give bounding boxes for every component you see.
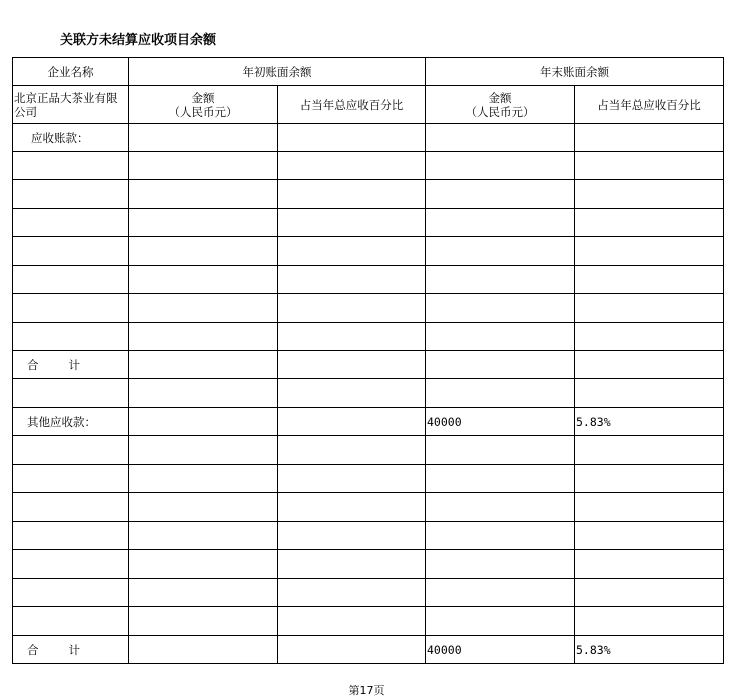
- table-cell: [575, 180, 724, 209]
- table-cell: [278, 266, 426, 294]
- table-cell: [426, 493, 575, 522]
- table-cell: [13, 294, 129, 323]
- table-cell: [278, 152, 426, 180]
- table-cell: [278, 180, 426, 209]
- table-cell: [426, 209, 575, 237]
- table-cell: [278, 124, 426, 152]
- table-cell: [13, 180, 129, 209]
- table-cell: [129, 579, 278, 607]
- receivables-label-row: [13, 124, 724, 152]
- receivables-label: 应收账款：: [13, 124, 129, 152]
- table-cell: [426, 180, 575, 209]
- other-receivables-closing-amount: 40000: [426, 408, 575, 436]
- table-row: [13, 607, 724, 636]
- page-number: 第17页: [348, 684, 385, 697]
- table-cell: [575, 152, 724, 180]
- table-cell: [278, 550, 426, 579]
- table-cell: [278, 379, 426, 408]
- table-cell: [278, 465, 426, 493]
- other-receivables-subtotal-label: [13, 636, 129, 664]
- subtotal-label-right: 计: [68, 357, 80, 372]
- table-cell: [278, 493, 426, 522]
- table-cell: [129, 379, 278, 408]
- table-cell: [278, 209, 426, 237]
- table-cell: [575, 209, 724, 237]
- company-name-cell: 北京正品大茶业有限公司: [13, 86, 129, 124]
- table-cell: [13, 522, 129, 550]
- amount-unit-label: （人民币元）: [465, 104, 535, 119]
- page-title: 关联方未结算应收项目余额: [60, 33, 217, 48]
- header-closing-percent: 占当年总应收百分比: [575, 86, 724, 124]
- table-cell: [129, 550, 278, 579]
- table-cell: [13, 266, 129, 294]
- table-cell: [426, 550, 575, 579]
- table-cell: [426, 436, 575, 465]
- table-cell: [575, 379, 724, 408]
- table-row: [13, 522, 724, 550]
- table-cell: [129, 408, 278, 436]
- header-closing-balance: 年末账面余额: [426, 58, 724, 86]
- table-row: [13, 579, 724, 607]
- table-cell: [13, 209, 129, 237]
- table-cell: [278, 579, 426, 607]
- table-cell: [426, 379, 575, 408]
- other-receivables-closing-percent: 5.83%: [575, 408, 724, 436]
- table-row: [13, 550, 724, 579]
- table-cell: [278, 436, 426, 465]
- header-closing-amount: [426, 86, 575, 124]
- table-cell: [426, 323, 575, 351]
- table-row: [13, 180, 724, 209]
- table-row: [13, 152, 724, 180]
- table-cell: [13, 152, 129, 180]
- table-cell: [129, 237, 278, 266]
- other-receivables-label: 其他应收款：: [13, 408, 129, 436]
- other-receivables-subtotal-row: [13, 636, 724, 664]
- header-opening-percent: 占当年总应收百分比: [278, 86, 426, 124]
- table-cell: [575, 351, 724, 379]
- table-cell: [426, 294, 575, 323]
- subtotal-label-left: 合: [27, 357, 39, 372]
- table-cell: [129, 607, 278, 636]
- table-cell: [575, 522, 724, 550]
- table-cell: [129, 124, 278, 152]
- table-cell: [575, 237, 724, 266]
- table-cell: [575, 579, 724, 607]
- table-row: [13, 209, 724, 237]
- table-cell: [278, 607, 426, 636]
- other-receivables-total-percent: 5.83%: [575, 636, 724, 664]
- table-row: [13, 294, 724, 323]
- table-cell: [575, 550, 724, 579]
- table-cell: [575, 607, 724, 636]
- table-cell: [278, 294, 426, 323]
- header-opening-balance: 年初账面余额: [129, 58, 426, 86]
- table-cell: [129, 323, 278, 351]
- amount-unit-label: （人民币元）: [168, 104, 238, 119]
- amount-label: 金额: [191, 90, 215, 105]
- table-row: [13, 379, 724, 408]
- header-row-1: [13, 58, 724, 86]
- table-cell: [426, 351, 575, 379]
- table-cell: [278, 408, 426, 436]
- receivables-subtotal-label: [13, 351, 129, 379]
- table-row: [13, 237, 724, 266]
- table-cell: [575, 323, 724, 351]
- table-cell: [426, 152, 575, 180]
- header-row-2: [13, 86, 724, 124]
- table-cell: [129, 351, 278, 379]
- table-cell: [129, 294, 278, 323]
- subtotal-label-right: 计: [68, 642, 80, 657]
- table-cell: [426, 124, 575, 152]
- table-cell: [575, 436, 724, 465]
- receivables-table: [12, 57, 724, 664]
- table-row: [13, 465, 724, 493]
- other-receivables-total-amount: 40000: [426, 636, 575, 664]
- table-row: [13, 323, 724, 351]
- table-cell: [13, 379, 129, 408]
- table-cell: [129, 636, 278, 664]
- table-row: [13, 436, 724, 465]
- table-cell: [13, 607, 129, 636]
- other-receivables-label-row: [13, 408, 724, 436]
- table-cell: [13, 237, 129, 266]
- table-cell: [13, 465, 129, 493]
- receivables-subtotal-row: [13, 351, 724, 379]
- table-cell: [278, 323, 426, 351]
- table-cell: [13, 550, 129, 579]
- table-cell: [575, 124, 724, 152]
- table-cell: [13, 579, 129, 607]
- table-cell: [278, 636, 426, 664]
- table-cell: [426, 579, 575, 607]
- table-cell: [426, 465, 575, 493]
- table-cell: [426, 522, 575, 550]
- table-cell: [129, 436, 278, 465]
- table-cell: [575, 465, 724, 493]
- table-cell: [129, 493, 278, 522]
- table-cell: [13, 436, 129, 465]
- header-company-name: 企业名称: [13, 58, 129, 86]
- table-cell: [426, 237, 575, 266]
- subtotal-label-left: 合: [27, 642, 39, 657]
- table-cell: [13, 493, 129, 522]
- table-cell: [426, 607, 575, 636]
- table-cell: [129, 522, 278, 550]
- table-cell: [278, 351, 426, 379]
- table-row: [13, 493, 724, 522]
- header-opening-amount: [129, 86, 278, 124]
- table-cell: [129, 180, 278, 209]
- table-cell: [129, 209, 278, 237]
- table-cell: [129, 465, 278, 493]
- table-cell: [129, 266, 278, 294]
- table-cell: [575, 294, 724, 323]
- table-cell: [129, 152, 278, 180]
- table-row: [13, 266, 724, 294]
- table-cell: [278, 237, 426, 266]
- table-cell: [426, 266, 575, 294]
- table-cell: [278, 522, 426, 550]
- table-cell: [13, 323, 129, 351]
- amount-label: 金额: [488, 90, 512, 105]
- table-cell: [575, 493, 724, 522]
- table-cell: [575, 266, 724, 294]
